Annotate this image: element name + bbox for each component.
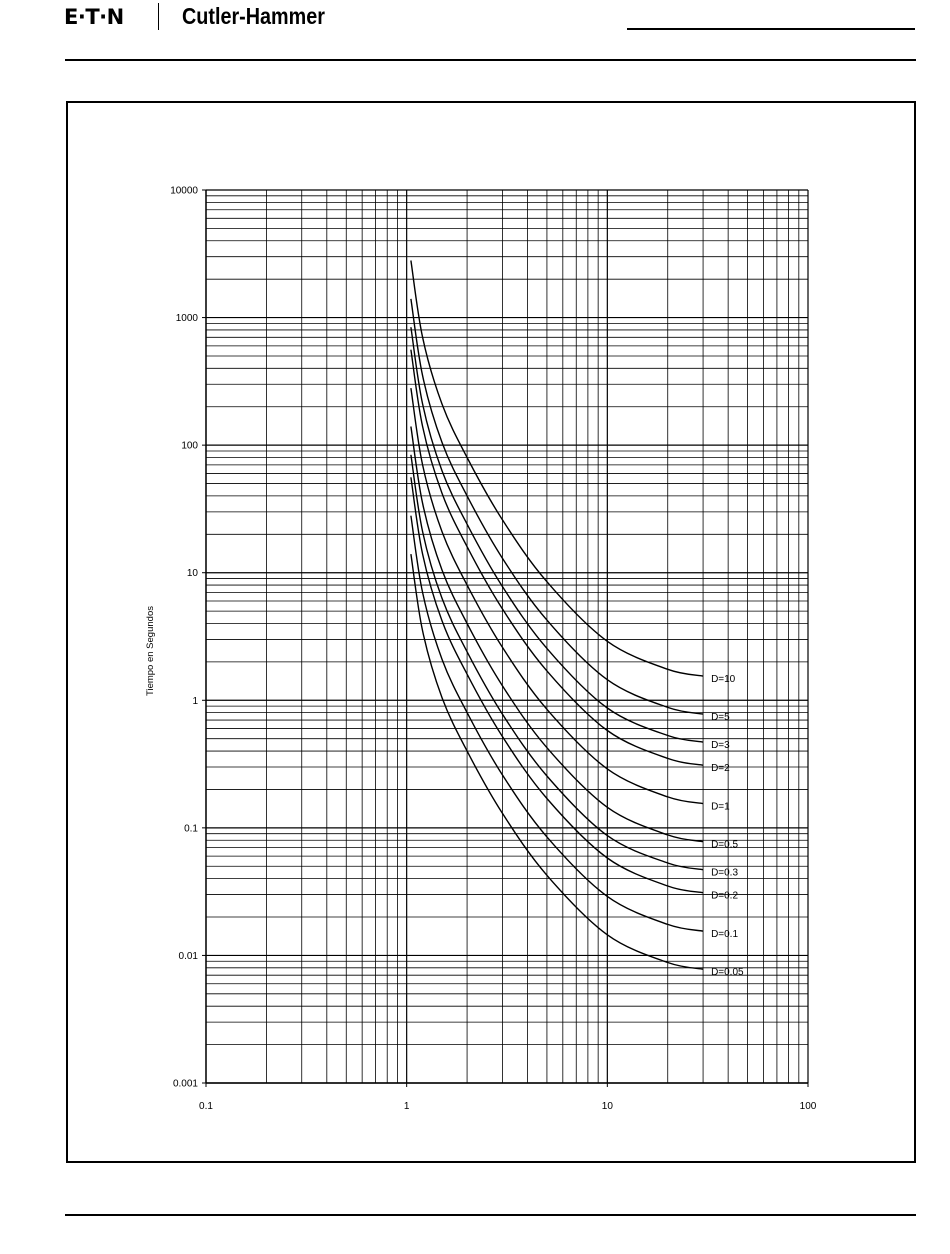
eaton-logo: E·T·N — [64, 5, 124, 29]
y-tick-label: 10 — [186, 568, 198, 580]
curve-d-0_1 — [411, 516, 703, 931]
curve-label: D=0.1 — [711, 929, 739, 941]
y-tick-label: 0.1 — [184, 823, 198, 835]
x-tick-label: 0.1 — [199, 1101, 213, 1112]
curve-label: D=2 — [711, 763, 730, 775]
curve-label: D=0.3 — [711, 867, 739, 879]
curve-d-10 — [411, 261, 703, 677]
curve-d-1 — [411, 388, 703, 803]
y-tick-label: 0.001 — [172, 1078, 198, 1090]
y-tick-label: 0.01 — [178, 950, 198, 962]
curve-d-0_2 — [411, 477, 703, 892]
curve-d-0_5 — [411, 427, 703, 842]
footer-rule — [65, 1214, 916, 1216]
y-tick-label: 1 — [192, 695, 198, 707]
curve-label: D=10 — [711, 674, 736, 686]
y-tick-label: 1000 — [175, 313, 198, 325]
curve-label: D=0.05 — [711, 967, 744, 979]
grid-major — [206, 190, 808, 1083]
curve-d-0_05 — [411, 554, 703, 969]
curve-d-5 — [411, 299, 703, 714]
x-tick-label: 100 — [799, 1101, 817, 1112]
curves — [411, 261, 703, 970]
curve-d-2 — [411, 350, 703, 766]
grid-minor — [206, 190, 808, 1083]
y-tick-label: 100 — [181, 440, 198, 452]
x-tick-label: 10 — [601, 1101, 613, 1112]
curve-label: D=0.2 — [711, 890, 739, 902]
y-axis-label: Tiempo en Segundos — [145, 606, 156, 696]
curve-label: D=0.5 — [711, 839, 739, 851]
curve-label: D=3 — [711, 740, 730, 752]
curve-label: D=5 — [711, 712, 730, 724]
x-tick-label: 1 — [403, 1101, 410, 1112]
curve-labels — [711, 674, 744, 978]
curve-label: D=1 — [711, 801, 730, 813]
brand-name: Cutler-Hammer — [182, 3, 325, 29]
y-tick-label: 10000 — [170, 185, 198, 197]
